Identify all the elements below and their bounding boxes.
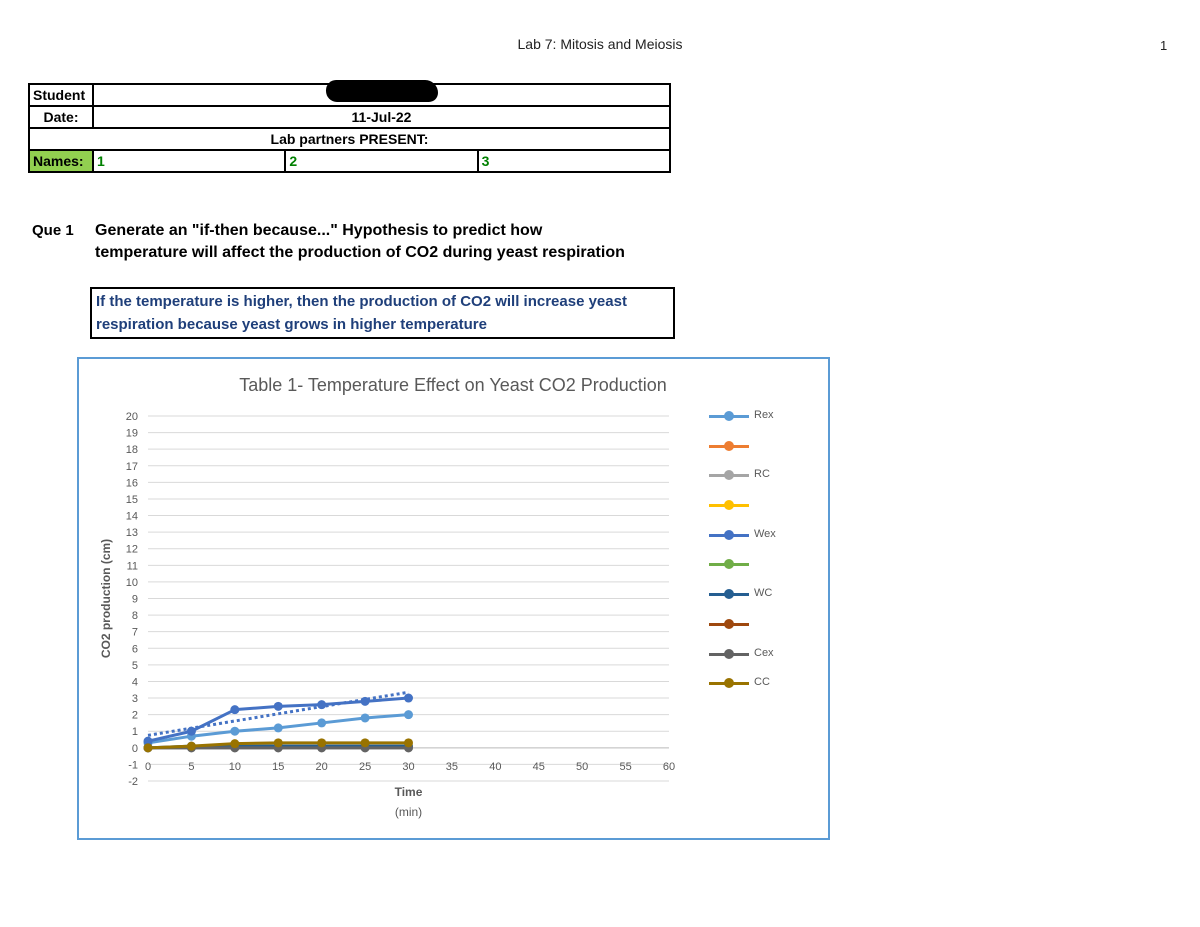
y-axis-title: CO2 production (cm) (99, 538, 113, 659)
y-tick-label: 8 (131, 610, 138, 623)
y-tick-label: 4 (131, 676, 138, 689)
partner-name-2: 2 (285, 150, 477, 172)
chart-frame (77, 357, 830, 840)
legend-label: CC (754, 676, 770, 689)
data-point-wex (404, 694, 413, 703)
data-point-wex (274, 702, 283, 711)
names-label: Names: (29, 150, 93, 172)
legend-item (709, 555, 819, 585)
y-tick-label: 11 (126, 560, 138, 573)
legend-item (709, 496, 819, 526)
y-tick-label: 3 (131, 693, 138, 706)
legend-label: Rex (754, 409, 774, 421)
x-tick-label: 30 (402, 760, 415, 773)
x-axis-unit: (min) (394, 805, 423, 819)
x-tick-label: 15 (272, 760, 285, 773)
legend-marker (724, 470, 734, 480)
x-tick-label: 10 (228, 760, 241, 773)
y-tick-label: 14 (125, 510, 138, 523)
date-label: Date: (29, 106, 93, 128)
legend-item (709, 615, 819, 645)
y-tick-label: 6 (131, 643, 138, 656)
data-point-rex (230, 727, 239, 736)
y-tick-label: 2 (131, 709, 138, 722)
legend-label: WC (754, 587, 773, 600)
legend-item (709, 437, 819, 467)
legend-item (709, 585, 819, 615)
legend-marker (724, 441, 734, 451)
legend-marker (724, 678, 734, 688)
legend-marker (724, 619, 734, 629)
question-text: Generate an "if-then because..." Hypothesis to predict how temperature will affect the production of CO2 during yeast respiration (95, 222, 625, 261)
y-tick-label: 20 (125, 411, 138, 423)
x-tick-label: 35 (445, 760, 459, 773)
data-point-cc (317, 738, 326, 747)
x-tick-label: 40 (489, 760, 502, 773)
legend-item (709, 645, 819, 675)
x-tick-label: 55 (619, 760, 632, 773)
legend-label: Cex (754, 646, 774, 659)
legend-item (709, 466, 819, 496)
data-point-cc (144, 743, 153, 752)
legend-marker (724, 559, 734, 569)
y-tick-label: 1 (131, 726, 138, 739)
data-point-rex (361, 713, 370, 722)
y-tick-label: 13 (125, 527, 138, 540)
student-label: Student (29, 84, 93, 106)
x-tick-label: 0 (144, 760, 152, 773)
x-tick-label: 25 (358, 760, 372, 773)
chart-title: Table 1- Temperature Effect on Yeast CO2 Production (239, 375, 667, 395)
y-tick-label: 0 (131, 742, 138, 755)
y-tick-label: 7 (131, 626, 138, 639)
x-tick-label: 45 (532, 760, 545, 773)
x-axis-title: Time (394, 785, 423, 799)
y-tick-label: 9 (131, 593, 138, 606)
legend-marker (724, 589, 734, 599)
partner-name-3: 3 (478, 150, 670, 172)
legend-marker (724, 649, 734, 659)
legend-marker (724, 530, 734, 540)
data-point-wex (230, 705, 239, 714)
page-header-title: Lab 7: Mitosis and Meiosis (517, 36, 683, 52)
data-point-cc (187, 742, 196, 751)
lab-partners-label: Lab partners PRESENT: (29, 128, 670, 150)
data-point-cc (230, 739, 239, 748)
x-tick-label: 50 (576, 760, 589, 773)
y-tick-label: 19 (125, 427, 138, 440)
redaction-blot (326, 80, 438, 102)
legend-item (709, 674, 819, 704)
y-tick-label: 10 (125, 576, 138, 589)
x-tick-label: 5 (188, 760, 195, 773)
y-tick-label: 18 (125, 444, 138, 457)
data-point-cc (404, 738, 413, 747)
legend-item (709, 526, 819, 556)
x-tick-label: 60 (662, 760, 676, 773)
question-label: Que 1 (32, 222, 74, 239)
data-point-rex (317, 718, 326, 727)
x-tick-label: 20 (315, 760, 328, 773)
chart-legend (709, 407, 819, 704)
y-tick-label: 16 (125, 477, 138, 490)
legend-label: Wex (754, 527, 776, 540)
y-tick-label: 12 (125, 543, 138, 556)
legend-marker (724, 411, 734, 421)
legend-label: RC (754, 468, 770, 481)
data-point-cc (274, 738, 283, 747)
data-point-rex (404, 710, 413, 719)
legend-item (709, 407, 819, 437)
y-tick-label: 17 (125, 460, 138, 473)
partner-name-1: 1 (93, 150, 285, 172)
y-tick-label: -1 (128, 759, 138, 772)
date-value: 11-Jul-22 (93, 106, 670, 128)
data-point-cc (361, 738, 370, 747)
y-tick-label: 15 (125, 493, 138, 506)
data-point-rex (274, 723, 283, 732)
legend-marker (724, 500, 734, 510)
y-tick-label: -2 (128, 776, 138, 788)
y-tick-label: 5 (131, 659, 138, 672)
page-number: 1 (1160, 38, 1168, 53)
hypothesis-answer: If the temperature is higher, then the production of CO2 will increase yeast respiration because yeast grows in higher temperature (90, 287, 675, 339)
